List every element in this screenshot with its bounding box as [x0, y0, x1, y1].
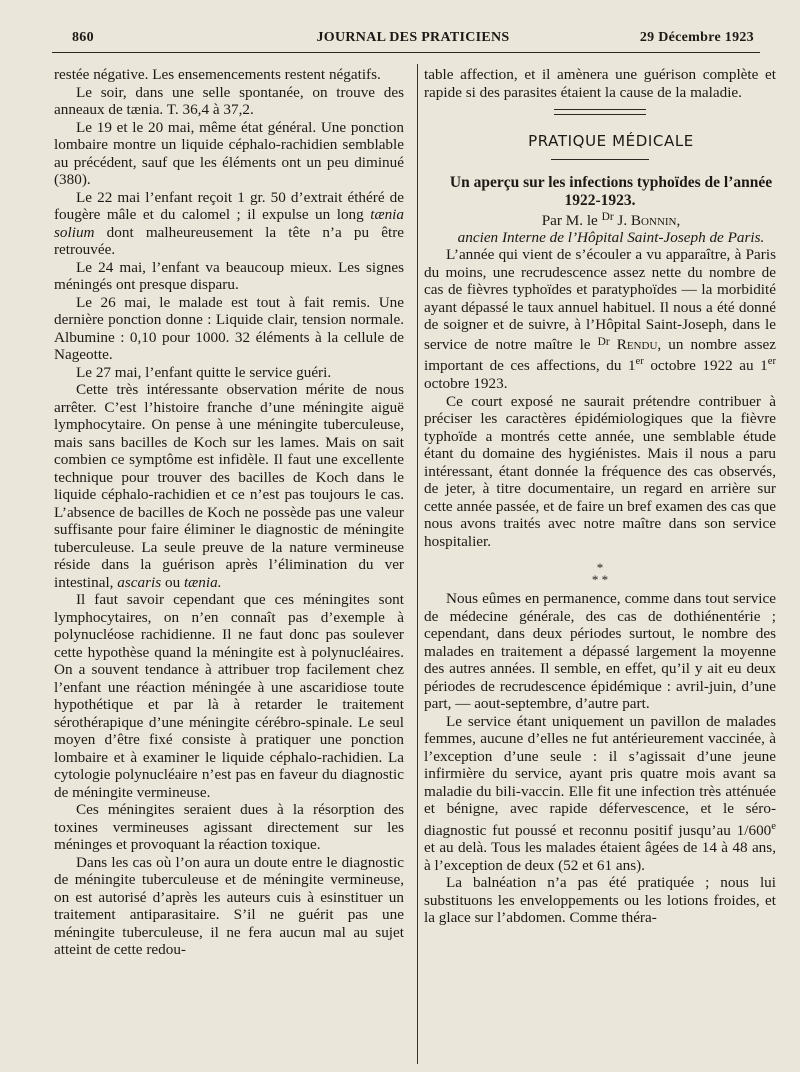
paragraph: Ces méningites seraient dues à la résorption des toxines vermineuses agissant directement sur les méninges et provoquant la réaction toxique. — [54, 801, 404, 853]
byline — [424, 210, 776, 229]
paragraph — [54, 381, 404, 591]
author-name: J. Bonnin, — [613, 211, 681, 229]
asterism — [424, 562, 776, 586]
text-run: L’année qui vient de s’écouler a vu apparaître, à Paris du moins, une recrudescence assez nette du nombre de cas de fièvres typhoïdes et paratyphoïdes — la morbidité ayant dépassé le taux annuel habituel. Il nous a été donné de soigner et de suivre, à l’Hôpital Saint-Joseph, dans le service de notre maître le — [424, 246, 776, 353]
text-run: Le 22 mai l’enfant reçoit 1 gr. 50 d’extrait éthéré de fougère mâle et du calomel ; il expulse un long — [54, 188, 404, 223]
paragraph: table affection, et il amènera une guérison complète et rapide si des parasites étaient la cause de la maladie. — [424, 66, 776, 101]
paragraph: La balnéation n’a pas été pratiquée ; nous lui substituons les enveloppements ou les lotions froides, et la glace sur l’abdomen. Comme théra- — [424, 874, 776, 927]
paragraph: Il faut savoir cependant que ces méningites sont lymphocytaires, on n’en connaît pas d’exemple à polynucléose rachidienne. Il ne faut donc pas soulever cette hypothèse quand la méningite est à polynucléaires. On a souvent tendance à attribuer trop facilement chez l’enfant une réaction méningée à une ascaridiose toute hypothétique et par là à retarder le traitement sérothérapique d’une méningite cérébro-spinale. Le seul moyen d’être fixé consiste à pratiquer une ponction lombaire et à examiner le liquide céphalo-rachidien. La cytologie polynucléaire n’est pas en faveur du diagnostic de méningite vermineuse. — [54, 591, 404, 801]
text-run: Cette très intéressante observation mérite de nous arrêter. C’est l’histoire franche d’une méningite aiguë lymphocytaire. On pense à une méningite tuberculeuse, mais sans bacilles de Koch sur les lames. Mais on sait combien ce symptôme est infidèle. Il faut une excellente technique pour trouver des bacilles de Koch dans le liquide céphalo-rachidien et ce n’est pas toujours le cas. L’absence de bacilles de Koch ne possède pas une valeur suffisante pour faire éliminer le diagnostic de méningite tuberculeuse. La seule preuve de la nature vermineuse réside dans la guérison après l’élimination du ver intestinal, — [54, 381, 404, 591]
header-rule — [52, 52, 760, 53]
paragraph: restée négative. Les ensemencements restent négatifs. — [54, 66, 381, 83]
text-run: dont malheureusement la tête n’a pu être retrouvée. — [54, 223, 404, 258]
text-run: octobre 1923. — [424, 375, 508, 393]
left-column — [54, 66, 404, 1066]
double-rule-separator — [554, 109, 646, 115]
paragraph: Nous eûmes en permanence, comme dans tout service de médecine générale, des cas de dothiénentérie ; cependant, dans deux périodes surtout, le nombre des malades en traitement a dépassé largement la moyenne des autres années. Il semble, en effet, qu’il y ait eu deux périodes de recrudescence épidémique : avril-juin, d’une part, — aout-septembre, d’autre part. — [424, 590, 776, 713]
paragraph: Le 26 mai, le malade est tout à fait remis. Une dernière ponction donne : Liquide clair, tension normale. Albumine : 0,10 pour 1000. 32 éléments à la cellule de Nageotte. — [54, 293, 404, 363]
heading-rule — [551, 159, 649, 160]
running-header — [72, 30, 754, 50]
section-heading: PRATIQUE MÉDICALE — [528, 132, 694, 150]
ordinal-suffix: er — [767, 356, 776, 368]
article-title: Un aperçu sur les infections typhoïdes de l’année 1922-1923. — [449, 173, 773, 209]
paragraph — [54, 189, 404, 259]
paragraph: Ce court exposé ne saurait prétendre contribuer à préciser les caractères épidémiologiques que la fièvre typhoïde a montrés cette année, une semblable étude étant du domaine des hygiénistes. Mais il nous a paru intéressant, étant donnée la fréquence des cas observés, de jeter, à titre documentaire, un regard en arrière sur cette année passée, et de faire un bref examen des cas que nous avons traités avec notre maître dans son service hospitalier. — [424, 392, 776, 550]
asterism-top: * — [596, 560, 604, 576]
text-run: , un nombre assez important de ces affections, du 1 — [424, 335, 776, 375]
text-run: Le service étant uniquement un pavillon de malades femmes, aucune d’elles ne fut antérieurement vaccinée, à l’exception d’une seule : il s’agissait d’une jeune infirmière du service, ayant pris quatre mois avant sa maladie du bili-vaccin. Elle fit une infection très atténuée et bénigne, avec rapide défervescence, et le séro-diagnostic fut poussé et reconnu positif jusqu’au 1/600 — [424, 712, 776, 839]
byline-title — [602, 211, 614, 228]
column-divider — [417, 64, 418, 1064]
byline-prefix: Par M. le — [541, 211, 602, 229]
paragraph — [424, 713, 776, 875]
person-name: Rendu — [609, 335, 658, 353]
paragraph: Le 27 mai, l’enfant quitte le service guéri. — [76, 363, 332, 381]
species-name: tænia. — [183, 573, 222, 591]
text-run: et au delà. Tous les malades étaient âgées de 14 à 48 ans, à l’exception de deux (52 et 61 ans). — [424, 839, 776, 874]
issue-date: 29 Décembre 1923 — [639, 30, 754, 45]
journal-title: JOURNAL DES PRATICIENS — [316, 30, 510, 45]
paragraph: Le 24 mai, l’enfant va beaucoup mieux. Les signes méningés ont presque disparu. — [54, 258, 404, 293]
paragraph — [424, 246, 776, 392]
text-run: ou — [161, 573, 184, 591]
species-name: tænia solium — [54, 206, 404, 241]
text-run: octobre 1922 au 1 — [643, 357, 768, 375]
paragraph: Le soir, dans une selle spontanée, on trouve des anneaux de tænia. T. 36,4 à 37,2. — [54, 83, 404, 118]
ordinal-suffix: e — [771, 820, 776, 832]
doctor-abbrev: Dr — [601, 211, 614, 224]
asterism-bottom: * * — [591, 572, 609, 588]
paragraph: Dans les cas où l’on aura un doute entre le diagnostic de méningite tuberculeuse et de méningite vermineuse, on est autorisé d’après les auteurs cuis à esinstituer un traitement antiparasitaire. S’il ne guérit pas une méningite tuberculeuse, il ne fera aucun mal au sujet atteint de cette redou- — [54, 853, 404, 958]
ordinal-suffix: er — [635, 356, 644, 368]
right-column — [424, 66, 776, 1066]
doctor-abbrev: Dr — [597, 335, 610, 348]
species-name: ascaris — [117, 573, 162, 591]
author-affiliation: ancien Interne de l’Hôpital Saint-Joseph de Paris. — [457, 228, 765, 246]
paragraph: Le 19 et le 20 mai, même état général. Une ponction lombaire montre un liquide céphalo-rachidien semblable au précédent, sauf que les éléments ont un peu diminué (380). — [54, 118, 404, 188]
page-number: 860 — [72, 30, 94, 45]
